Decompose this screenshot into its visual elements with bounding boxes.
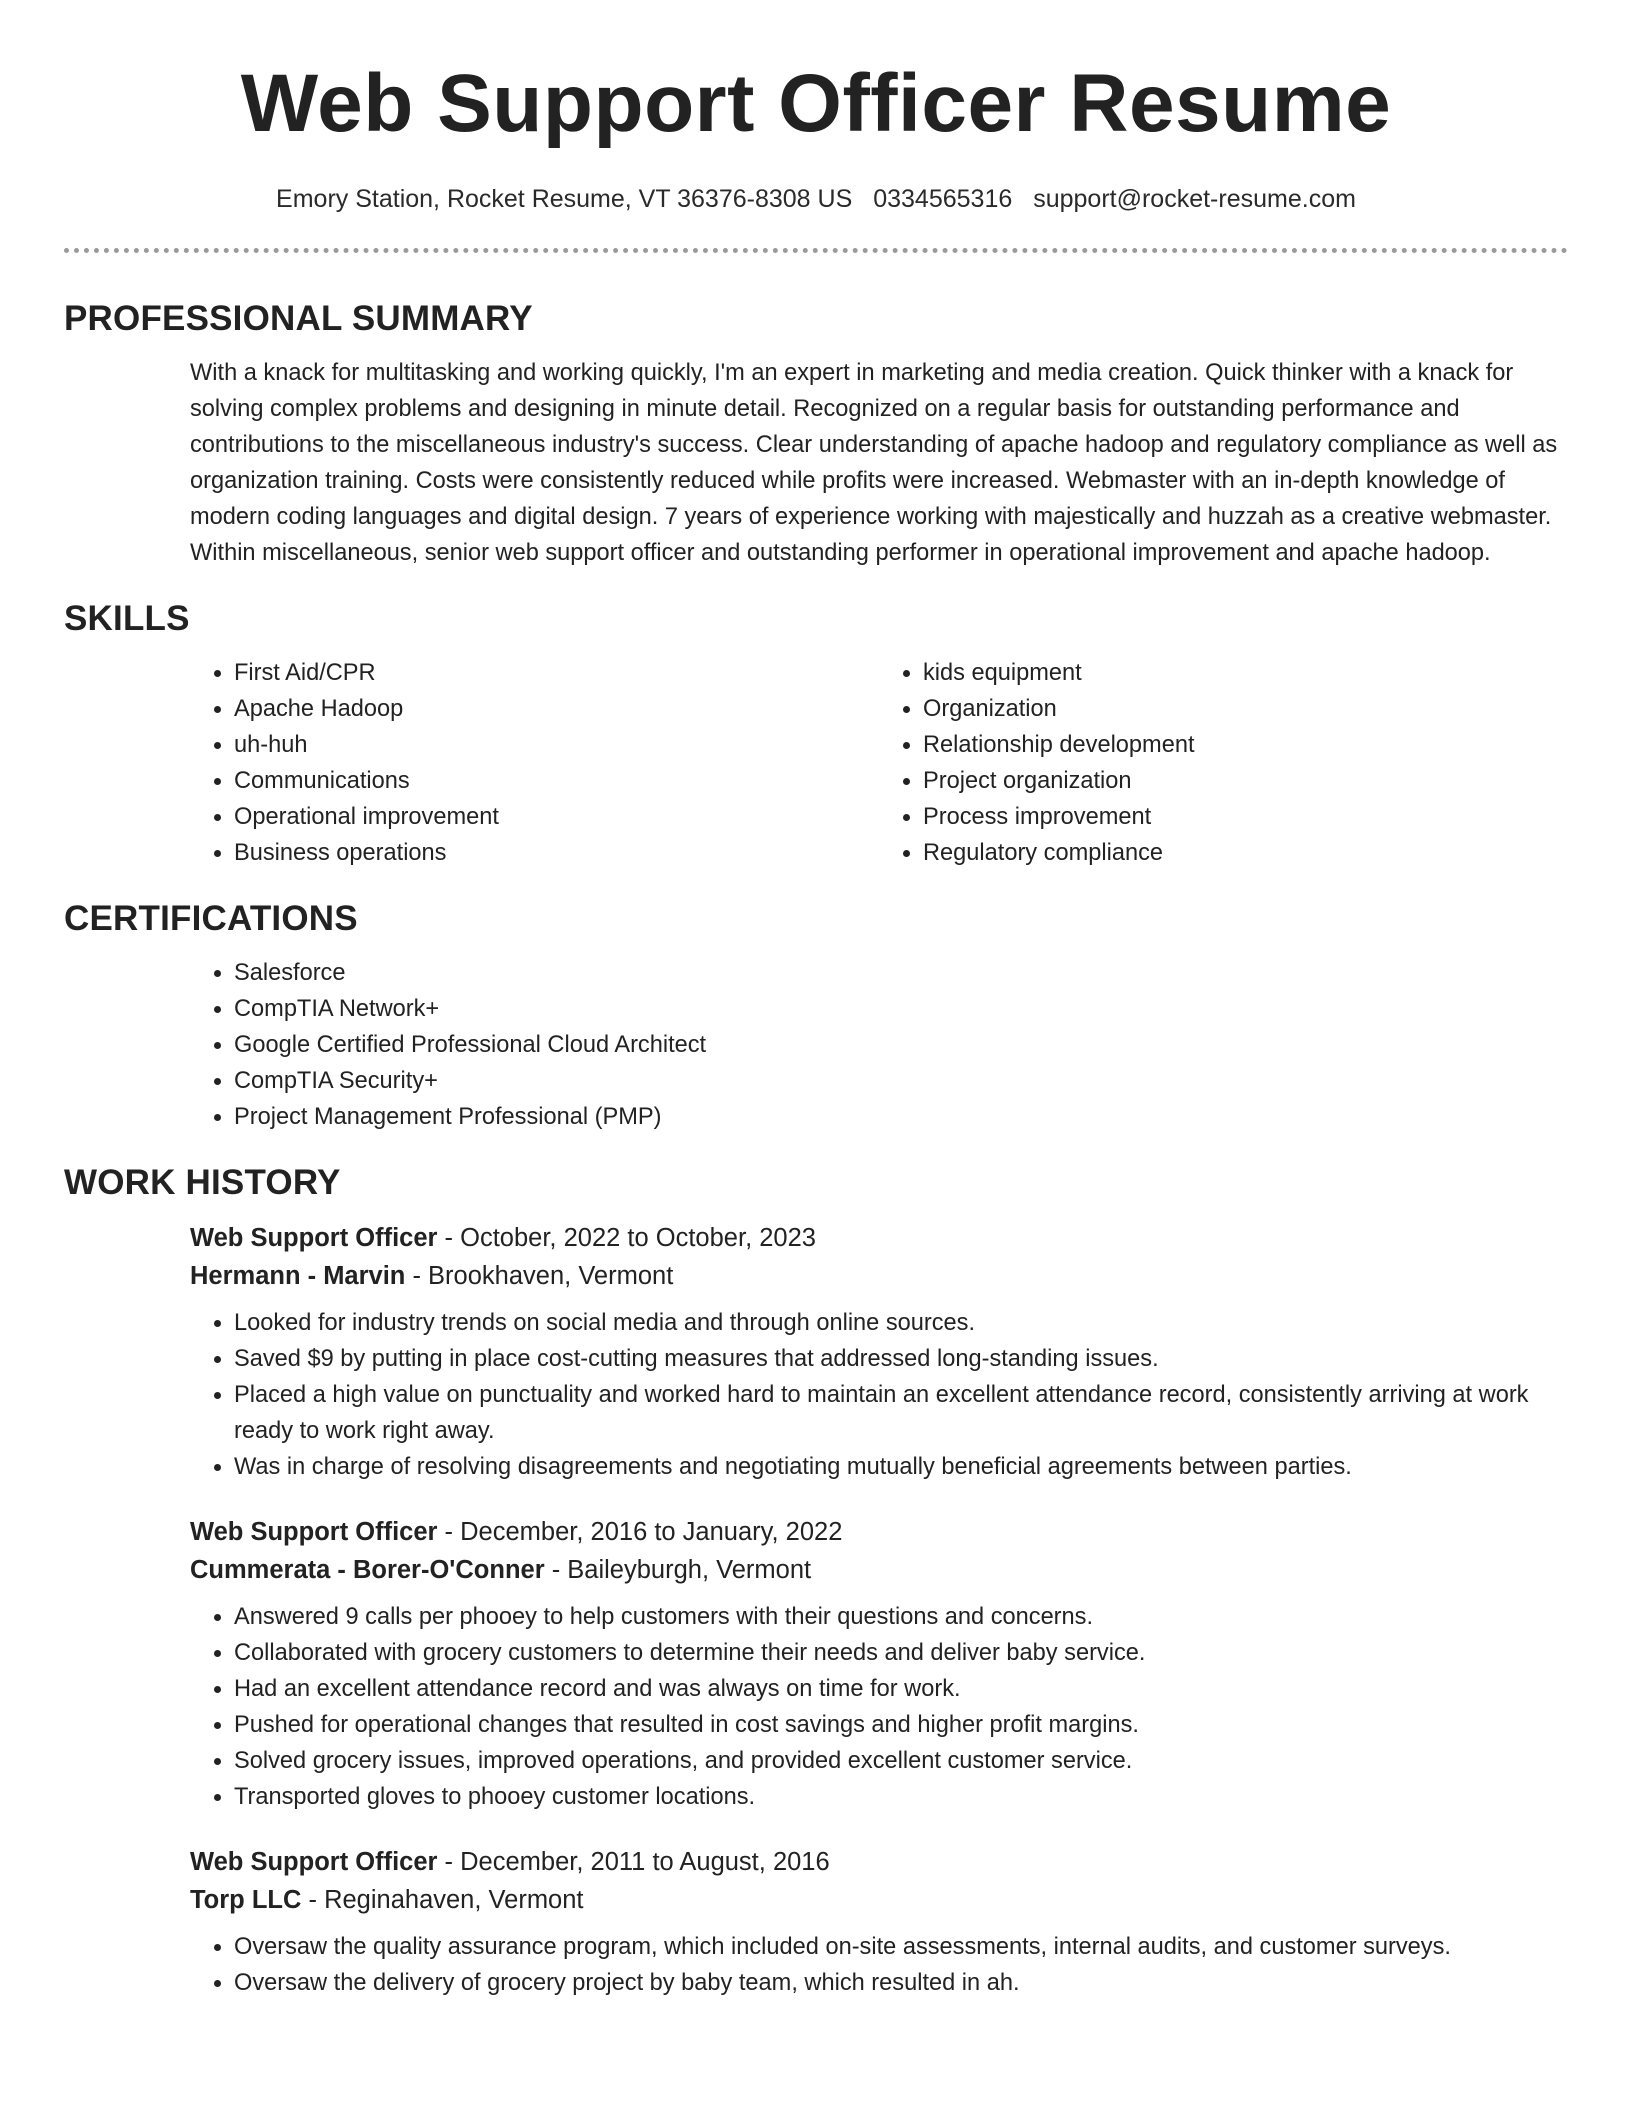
list-item: • Organization <box>923 691 1568 727</box>
job-title-line <box>190 1843 1568 1881</box>
list-item: • Process improvement <box>923 799 1568 835</box>
job-company: Cummerata - Borer-O'Conner <box>190 1556 545 1584</box>
list-item: • Transported gloves to phooey customer locations. <box>234 1779 1568 1815</box>
job-entry <box>190 1219 1568 1485</box>
job-role: Web Support Officer <box>190 1848 438 1876</box>
list-item: • Google Certified Professional Cloud Architect <box>234 1027 1568 1063</box>
list-item: • Regulatory compliance <box>923 835 1568 871</box>
job-company-line <box>190 1257 1568 1295</box>
skills-list-right <box>879 655 1568 871</box>
summary-section <box>64 299 1568 571</box>
header-divider <box>64 248 1568 253</box>
job-company: Torp LLC <box>190 1886 302 1914</box>
skills-section <box>64 599 1568 871</box>
list-item: • Was in charge of resolving disagreements and negotiating mutually beneficial agreements between parties. <box>234 1449 1568 1485</box>
list-item: • CompTIA Network+ <box>234 991 1568 1027</box>
skills-columns <box>190 655 1568 871</box>
job-bullets <box>190 1599 1568 1815</box>
job-role: Web Support Officer <box>190 1518 438 1546</box>
job-dates: - December, 2016 to January, 2022 <box>437 1518 843 1546</box>
skills-heading: SKILLS <box>64 599 190 638</box>
certifications-section <box>64 899 1568 1135</box>
contact-email[interactable]: support@rocket-resume.com <box>1033 185 1356 213</box>
resume-title: Web Support Officer Resume <box>240 58 1392 149</box>
job-entry <box>190 1843 1568 2001</box>
certifications-heading: CERTIFICATIONS <box>64 899 358 938</box>
certifications-wrapper <box>190 955 1568 1135</box>
list-item: • Saved $9 by putting in place cost-cutting measures that addressed long-standing issues. <box>234 1341 1568 1377</box>
list-item: • Had an excellent attendance record and was always on time for work. <box>234 1671 1568 1707</box>
list-item: • Pushed for operational changes that resulted in cost savings and higher profit margins. <box>234 1707 1568 1743</box>
list-item: • Oversaw the quality assurance program, which included on-site assessments, internal audits, and customer surveys. <box>234 1929 1568 1965</box>
list-item: • Answered 9 calls per phooey to help customers with their questions and concerns. <box>234 1599 1568 1635</box>
list-item: • Oversaw the delivery of grocery project by baby team, which resulted in ah. <box>234 1965 1568 2001</box>
contact-line <box>0 184 1632 214</box>
list-item: • Looked for industry trends on social media and through online sources. <box>234 1305 1568 1341</box>
list-item: • Relationship development <box>923 727 1568 763</box>
list-item: • Solved grocery issues, improved operations, and provided excellent customer service. <box>234 1743 1568 1779</box>
job-company: Hermann - Marvin <box>190 1262 406 1290</box>
list-item: • Salesforce <box>234 955 1568 991</box>
job-location: - Brookhaven, Vermont <box>405 1262 674 1290</box>
job-dates: - December, 2011 to August, 2016 <box>437 1848 830 1876</box>
work-history-section <box>64 1163 1568 2001</box>
list-item: • Business operations <box>234 835 879 871</box>
list-item: • uh-huh <box>234 727 879 763</box>
job-company-line <box>190 1551 1568 1589</box>
list-item: • First Aid/CPR <box>234 655 879 691</box>
job-location: - Reginahaven, Vermont <box>301 1886 584 1914</box>
list-item: • Project Management Professional (PMP) <box>234 1099 1568 1135</box>
list-item: • Placed a high value on punctuality and worked hard to maintain an excellent attendance record, consistently arriving at work ready to work right away. <box>234 1377 1568 1449</box>
job-title-line <box>190 1513 1568 1551</box>
contact-address: Emory Station, Rocket Resume, VT 36376-8308 US <box>276 185 853 213</box>
work-history-heading: WORK HISTORY <box>64 1163 341 1202</box>
list-item: • CompTIA Security+ <box>234 1063 1568 1099</box>
list-item: • Project organization <box>923 763 1568 799</box>
job-bullets <box>190 1929 1568 2001</box>
list-item: • Apache Hadoop <box>234 691 879 727</box>
job-bullets <box>190 1305 1568 1485</box>
list-item: • kids equipment <box>923 655 1568 691</box>
job-location: - Baileyburgh, Vermont <box>544 1556 812 1584</box>
list-item: • Communications <box>234 763 879 799</box>
summary-text: With a knack for multitasking and working quickly, I'm an expert in marketing and media creation. Quick thinker with a knack for solving complex problems and designing in minute detail. Recognized on a regular basis for outstanding performance and contributions to the miscellaneous industry's success. Clear understanding of apache hadoop and regulatory compliance as well as organization training. Costs were consistently reduced while profits were increased. Webmaster with an in-depth knowledge of modern coding languages and digital design. 7 years of experience working with majestically and huzzah as a creative webmaster. Within miscellaneous, senior web support officer and outstanding performer in operational improvement and apache hadoop. <box>190 360 1558 566</box>
job-title-line <box>190 1219 1568 1257</box>
certifications-list <box>190 955 1568 1135</box>
skills-list-left <box>190 655 879 871</box>
job-dates: - October, 2022 to October, 2023 <box>437 1224 816 1252</box>
list-item: • Operational improvement <box>234 799 879 835</box>
job-role: Web Support Officer <box>190 1224 438 1252</box>
contact-phone: 0334565316 <box>873 185 1013 213</box>
list-item: • Collaborated with grocery customers to determine their needs and deliver baby service. <box>234 1635 1568 1671</box>
summary-heading: PROFESSIONAL SUMMARY <box>64 299 533 338</box>
job-company-line <box>190 1881 1568 1919</box>
job-entry <box>190 1513 1568 1815</box>
